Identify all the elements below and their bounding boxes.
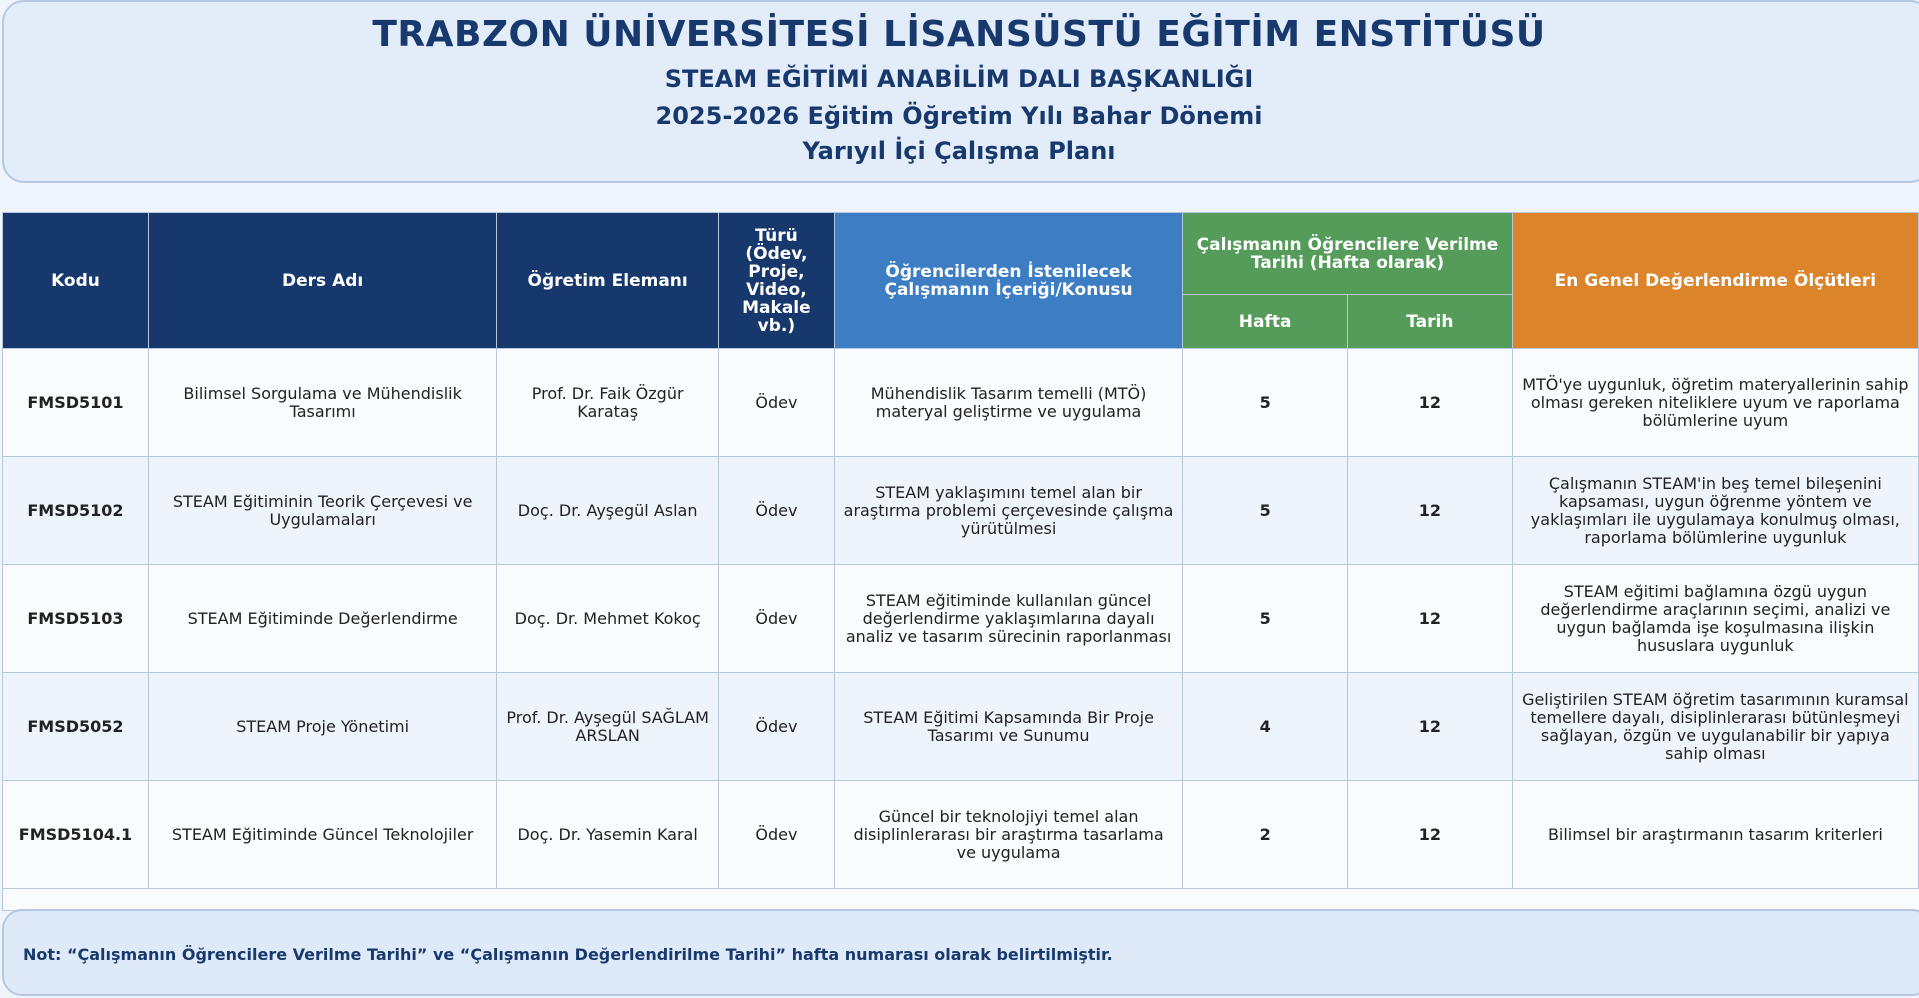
work-content: Mühendislik Tasarım temelli (MTÖ) materyal geliştirme ve uygulama [834,349,1182,457]
evaluation-criteria: Geliştirilen STEAM öğretim tasarımının kuramsal temellere dayalı, disiplinlerarası bütünleşmeyi sağlayan, özgün ve uygulanabilir bir yapıya sahip olması [1512,673,1918,781]
table-row [3,781,1919,889]
course-name: STEAM Eğitiminde Değerlendirme [148,565,496,673]
work-type: Ödev [718,457,834,565]
given-week: 5 [1183,457,1348,565]
evaluation-criteria: Çalışmanın STEAM'in beş temel bileşenini kapsaması, uygun öğrenme yöntem ve yaklaşımları ile uygulamaya konulmuş olması, raporlama bölümlerine uygunluk [1512,457,1918,565]
plan-title: Yarıyıl İçi Çalışma Planı [802,137,1116,165]
instructor-name: Doç. Dr. Ayşegül Aslan [497,457,719,565]
table-bottom-strip [2,889,1919,911]
table-row [3,457,1919,565]
evaluation-criteria: STEAM eğitimi bağlamına özgü uygun değerlendirme araçlarının seçimi, analizi ve uygun bağlamda işe koşulmasına ilişkin hususlara uygunluk [1512,565,1918,673]
table-row [3,673,1919,781]
department-title: STEAM EĞİTİMİ ANABİLİM DALI BAŞKANLIĞI [664,65,1254,93]
note-panel [2,909,1919,996]
instructor-name: Doç. Dr. Yasemin Karal [497,781,719,889]
given-date: 12 [1348,457,1513,565]
given-week: 5 [1183,349,1348,457]
header-week: Hafta [1183,295,1348,349]
note-text: Not: “Çalışmanın Öğrencilere Verilme Tarihi” ve “Çalışmanın Değerlendirilme Tarihi” hafta numarası olarak belirtilmiştir. [23,945,1113,964]
course-code: FMSD5101 [3,349,149,457]
course-code: FMSD5103 [3,565,149,673]
table-row [3,349,1919,457]
work-content: STEAM yaklaşımını temel alan bir araştırma problemi çerçevesinde çalışma yürütülmesi [834,457,1182,565]
course-name: Bilimsel Sorgulama ve Mühendislik Tasarımı [148,349,496,457]
given-date: 12 [1348,781,1513,889]
given-week: 2 [1183,781,1348,889]
work-type: Ödev [718,349,834,457]
evaluation-criteria: Bilimsel bir araştırmanın tasarım kriterleri [1512,781,1918,889]
work-content: STEAM eğitiminde kullanılan güncel değerlendirme yaklaşımlarına dayalı analiz ve tasarım sürecinin raporlanması [834,565,1182,673]
instructor-name: Prof. Dr. Ayşegül SAĞLAM ARSLAN [497,673,719,781]
instructor-name: Doç. Dr. Mehmet Kokoç [497,565,719,673]
work-content: STEAM Eğitimi Kapsamında Bir Proje Tasarımı ve Sunumu [834,673,1182,781]
header-panel [2,0,1919,183]
course-code: FMSD5102 [3,457,149,565]
course-code: FMSD5052 [3,673,149,781]
course-name: STEAM Proje Yönetimi [148,673,496,781]
given-date: 12 [1348,565,1513,673]
work-content: Güncel bir teknolojiyi temel alan disiplinlerarası bir araştırma tasarlama ve uygulama [834,781,1182,889]
header-code: Kodu [3,213,149,349]
header-course: Ders Adı [148,213,496,349]
course-name: STEAM Eğitiminin Teorik Çerçevesi ve Uygulamaları [148,457,496,565]
header-date: Tarih [1348,295,1513,349]
work-type: Ödev [718,565,834,673]
header-content: Öğrencilerden İstenilecek Çalışmanın İçeriği/Konusu [834,213,1182,349]
given-week: 5 [1183,565,1348,673]
given-date: 12 [1348,349,1513,457]
term-title: 2025-2026 Eğitim Öğretim Yılı Bahar Dönemi [655,102,1263,130]
header-criteria: En Genel Değerlendirme Ölçütleri [1512,213,1918,349]
work-type: Ödev [718,673,834,781]
header-given-date: Çalışmanın Öğrencilere Verilme Tarihi (Hafta olarak) [1183,213,1512,295]
work-type: Ödev [718,781,834,889]
instructor-name: Prof. Dr. Faik Özgür Karataş [497,349,719,457]
study-plan-table [2,212,1919,889]
table-row [3,565,1919,673]
course-code: FMSD5104.1 [3,781,149,889]
university-title: TRABZON ÜNİVERSİTESİ LİSANSÜSTÜ EĞİTİM ENSTİTÜSÜ [372,14,1546,55]
given-date: 12 [1348,673,1513,781]
header-instructor: Öğretim Elemanı [497,213,719,349]
given-week: 4 [1183,673,1348,781]
header-type: Türü (Ödev, Proje, Video, Makale vb.) [718,213,834,349]
evaluation-criteria: MTÖ'ye uygunluk, öğretim materyallerinin sahip olması gereken niteliklere uyum ve raporlama bölümlerine uyum [1512,349,1918,457]
course-name: STEAM Eğitiminde Güncel Teknolojiler [148,781,496,889]
